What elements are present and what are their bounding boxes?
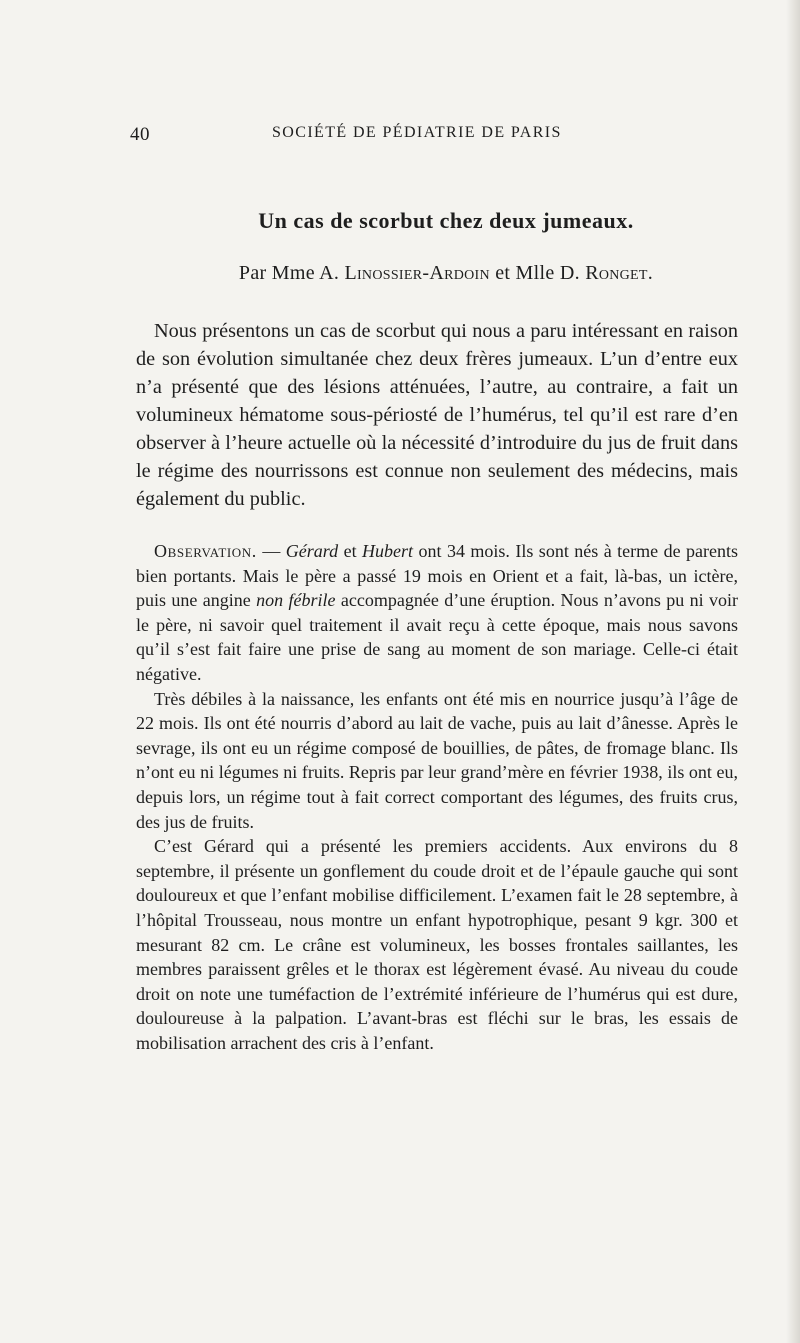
- running-head: [130, 124, 738, 154]
- paragraph-gerard-accidents: C’est Gérard qui a présenté les premiers accidents. Aux environs du 8 septembre, il présente un gonflement du coude droit et de l’épaule gauche qui sont douloureux et que l’enfant mobilise difficilement. L’examen fait le 28 septembre, à l’hôpital Trousseau, nous montre un enfant hypotrophique, pesant 9 kgr. 300 et mesurant 82 cm. Le crâne est volumineux, les bosses frontales saillantes, les membres paraissent grêles et le thorax est légèrement évasé. Au niveau du coude droit on note une tuméfaction de l’extrémité inférieure de l’humérus qui est dure, douloureuse à la palpation. L’avant-bras est fléchi sur le bras, les essais de mobilisation arrachent des cris à l’enfant.: [136, 836, 738, 1053]
- observation-section: [136, 539, 738, 1055]
- observation-label: Observation.: [154, 541, 257, 561]
- observation-text-1: ont 34 mois. Ils sont nés à terme de parents bien portants. Mais le père a passé 19 mois en Orient et a fait, là-bas, un ictère, puis une angine: [136, 541, 738, 611]
- authors-end: .: [647, 262, 654, 284]
- author-ronget: Ronget: [585, 262, 648, 284]
- article-title: Un cas de scorbut chez deux jumeaux.: [258, 208, 634, 233]
- intro-paragraph: Nous présentons un cas de scorbut qui nous a paru intéressant en raison de son évolution simultanée chez deux frères jumeaux. L’un d’entre eux n’a présenté que des lésions atténuées, l’autre, au contraire, a fait un volumineux hématome sous-périosté de l’humérus, tel qu’il est rare d’en observer à l’heure actuelle où la nécessité d’introduire du jus de fruit dans le régime des nourrissons est connue non seulement des médecins, mais également du public.: [136, 320, 738, 510]
- observation-dash: —: [256, 541, 286, 561]
- name-hubert: Hubert: [362, 541, 414, 561]
- intro-section: [136, 317, 738, 513]
- non-febrile-emphasis: non fébrile: [256, 590, 336, 611]
- page-number: 40: [130, 124, 150, 145]
- observation-paragraph: [136, 539, 738, 687]
- observation-and: et: [338, 541, 363, 561]
- document-page: [130, 124, 738, 1055]
- author-linossier-ardoin: Linossier-Ardoin: [344, 262, 490, 284]
- observation-text-2: accompagnée d’une éruption. Nous n’avons pu ni voir le père, ni savoir quel traitement il avait reçu à cette époque, mais nous savons qu’il s’est fait faire une prise de sang au moment de son mariage. Celle-ci était négative.: [136, 590, 738, 684]
- authors-prefix: Par Mme A.: [238, 262, 345, 284]
- page-edge: [786, 0, 800, 1343]
- name-gerard: Gérard: [285, 541, 339, 561]
- journal-title: SOCIÉTÉ DE PÉDIATRIE DE PARIS: [272, 124, 562, 141]
- authors-mid: et Mlle D.: [489, 262, 586, 284]
- paragraph-feeding-history: Très débiles à la naissance, les enfants ont été mis en nourrice jusqu’à l’âge de 22 mois. Ils ont été nourris d’abord au lait de vache, puis au lait d’ânesse. Après le sevrage, ils ont eu un régime composé de bouillies, de pâtes, de fromage blanc. Ils n’ont eu ni légumes ni fruits. Repris par leur grand’mère en février 1938, ils ont eu, depuis lors, un régime tout à fait correct comportant des légumes, des fruits crus, des jus de fruits.: [136, 688, 738, 832]
- article-authors: [154, 262, 738, 285]
